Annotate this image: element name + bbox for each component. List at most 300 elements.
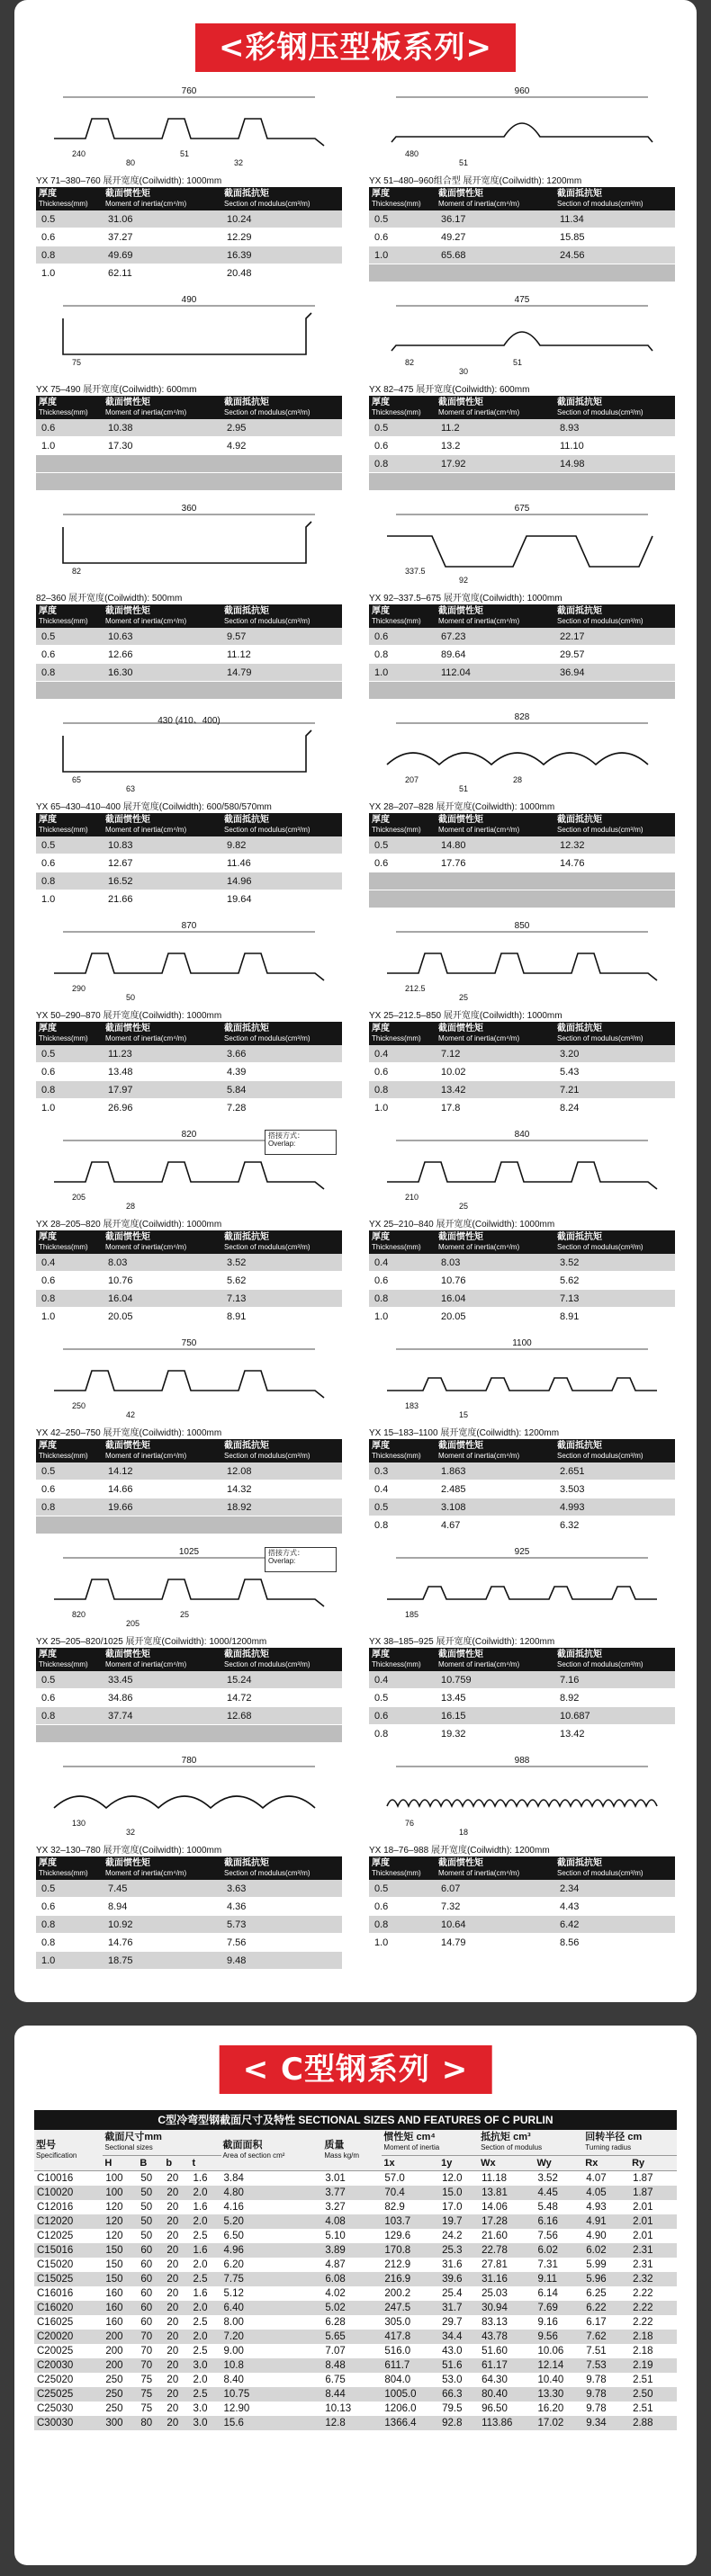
sub-header-cell: Rx — [583, 2156, 630, 2171]
spec-header: 厚度 Thickness(mm) — [369, 813, 436, 836]
profile-drawing — [369, 500, 675, 586]
c-purlin-cell: 5.99 — [583, 2258, 630, 2272]
dimension-label: 988 — [514, 1756, 530, 1766]
spec-cell: 34.86 — [103, 1689, 221, 1707]
spec-header: 截面抵抗矩 Section of modulus(cm³/m) — [221, 187, 342, 210]
dimension-label: 750 — [181, 1338, 197, 1348]
profile-outline — [387, 953, 657, 980]
profile-drawing — [369, 291, 675, 378]
c-purlin-cell: 66.3 — [439, 2387, 479, 2402]
spec-row — [369, 836, 675, 854]
spec-cell: 0.5 — [36, 1462, 103, 1480]
c-purlin-cell: 3.0 — [191, 2402, 221, 2416]
c-purlin-cell: 2.50 — [630, 2387, 677, 2402]
spec-header: 截面惯性矩 Moment of inertia(cm⁴/m) — [436, 604, 554, 628]
c-purlin-cell: 50 — [138, 2186, 164, 2200]
spec-row — [36, 1707, 342, 1725]
spec-cell: 0.3 — [369, 1462, 436, 1480]
c-purlin-row — [34, 2272, 677, 2286]
c-purlin-cell: 3.01 — [322, 2171, 382, 2187]
c-purlin-table — [34, 2130, 677, 2430]
spec-row — [369, 1290, 675, 1308]
spec-header: 截面抵抗矩 Section of modulus(cm³/m) — [554, 396, 675, 419]
spec-cell: 10.38 — [103, 419, 221, 437]
c-purlin-cell: C12020 — [34, 2214, 103, 2229]
dimension-label: 240 — [72, 149, 86, 158]
dimension-label: 25 — [180, 1610, 190, 1619]
c-purlin-cell: 20 — [164, 2272, 190, 2286]
spec-table — [369, 604, 675, 700]
spec-cell: 14.12 — [103, 1462, 221, 1480]
spec-cell: 0.5 — [369, 1689, 436, 1707]
dimension-label: 28 — [513, 775, 523, 784]
spec-cell: 8.91 — [554, 1308, 675, 1326]
c-purlin-cell: 83.13 — [479, 2315, 535, 2330]
spec-cell: 0.6 — [369, 1272, 436, 1290]
spec-cell: 11.46 — [221, 854, 342, 872]
spec-row — [369, 1707, 675, 1725]
c-purlin-cell: 170.8 — [382, 2243, 439, 2258]
c-purlin-cell: 4.91 — [583, 2214, 630, 2229]
c-purlin-cell: 9.78 — [583, 2402, 630, 2416]
spec-row-blank — [36, 1725, 342, 1743]
profile-caption: YX 25–212.5–850 展开宽度(Coilwidth): 1000mm — [369, 1011, 562, 1021]
spec-row — [36, 890, 342, 908]
c-purlin-cell: 6.17 — [583, 2315, 630, 2330]
profile-outline — [54, 1579, 324, 1606]
c-purlin-cell: C10020 — [34, 2186, 103, 2200]
spec-cell: 5.43 — [554, 1063, 675, 1081]
spec-cell: 0.8 — [369, 1081, 436, 1099]
sub-header-cell: Ry — [630, 2156, 677, 2171]
dimension-label: 828 — [514, 712, 530, 722]
col-size: 截面尺寸mm Sectional sizes — [103, 2130, 220, 2156]
spec-row — [369, 1254, 675, 1272]
spec-row — [36, 628, 342, 646]
profile-drawing — [369, 1752, 675, 1838]
spec-header: 截面抵抗矩 Section of modulus(cm³/m) — [554, 1230, 675, 1254]
spec-cell: 0.4 — [369, 1671, 436, 1689]
c-purlin-cell: 70 — [138, 2358, 164, 2373]
dimension-label: 18 — [459, 1828, 469, 1837]
c-purlin-cell: 20 — [164, 2315, 190, 2330]
profile-caption: YX 92–337.5–675 展开宽度(Coilwidth): 1000mm — [369, 594, 562, 604]
spec-header: 截面惯性矩 Moment of inertia(cm⁴/m) — [436, 1230, 554, 1254]
profile-drawing — [369, 83, 675, 169]
c-purlin-cell: 4.02 — [322, 2286, 382, 2301]
profile-drawing — [369, 1543, 675, 1630]
c-purlin-cell: 20 — [164, 2301, 190, 2315]
spec-cell: 13.45 — [436, 1689, 554, 1707]
spec-row — [369, 1498, 675, 1516]
spec-header: 截面惯性矩 Moment of inertia(cm⁴/m) — [103, 1856, 221, 1880]
c-purlin-cell: 100 — [103, 2186, 138, 2200]
c-purlin-cell: 30.94 — [479, 2301, 535, 2315]
spec-header: 截面抵抗矩 Section of modulus(cm³/m) — [221, 813, 342, 836]
spec-cell: 11.12 — [221, 646, 342, 664]
sub-header-cell: Wx — [479, 2156, 535, 2171]
c-purlin-cell: 13.30 — [535, 2387, 583, 2402]
spec-row-blank — [36, 1516, 342, 1534]
dimension-label: 32 — [234, 158, 244, 167]
profile-outline — [63, 730, 311, 772]
c-purlin-cell: 120 — [103, 2214, 138, 2229]
profile-outline — [392, 123, 652, 142]
spec-cell: 7.32 — [436, 1898, 554, 1916]
col-radius: 回转半径 cm Turning radius — [583, 2130, 677, 2156]
spec-table — [36, 1439, 342, 1534]
spec-row — [369, 1516, 675, 1534]
spec-row — [36, 246, 342, 264]
spec-header: 截面惯性矩 Moment of inertia(cm⁴/m) — [103, 396, 221, 419]
c-purlin-cell: C16020 — [34, 2301, 103, 2315]
spec-table — [36, 1856, 342, 1970]
c-purlin-cell: 6.20 — [221, 2258, 323, 2272]
profile-caption: YX 25–205–820/1025 展开宽度(Coilwidth): 1000/1200mm — [36, 1637, 267, 1647]
spec-cell: 14.76 — [554, 854, 675, 872]
c-purlin-cell: 1.6 — [191, 2171, 221, 2187]
spec-cell: 0.6 — [36, 1689, 103, 1707]
c-purlin-cell: 70 — [138, 2330, 164, 2344]
spec-header: 厚度 Thickness(mm) — [36, 1230, 103, 1254]
spec-header: 厚度 Thickness(mm) — [369, 1856, 436, 1880]
profile-caption: YX 28–205–820 展开宽度(Coilwidth): 1000mm — [36, 1220, 222, 1230]
dimension-label: 212.5 — [405, 984, 426, 993]
c-purlin-cell: 6.16 — [535, 2214, 583, 2229]
c-purlin-cell: 25.3 — [439, 2243, 479, 2258]
spec-cell: 14.76 — [103, 1934, 221, 1952]
c-purlin-cell: 5.48 — [535, 2200, 583, 2214]
spec-header: 截面惯性矩 Moment of inertia(cm⁴/m) — [436, 396, 554, 419]
c-purlin-body — [34, 2171, 677, 2431]
c-purlin-cell: 2.31 — [630, 2243, 677, 2258]
spec-row — [36, 264, 342, 282]
c-purlin-cell: 80.40 — [479, 2387, 535, 2402]
c-purlin-cell: 8.44 — [322, 2387, 382, 2402]
spec-cell: 3.66 — [221, 1045, 342, 1063]
c-purlin-cell: 20 — [164, 2373, 190, 2387]
spec-cell: 0.6 — [369, 437, 436, 455]
profile-drawing — [36, 291, 342, 378]
c-purlin-cell: 2.88 — [630, 2416, 677, 2430]
spec-header: 截面惯性矩 Moment of inertia(cm⁴/m) — [103, 187, 221, 210]
spec-cell: 89.64 — [436, 646, 554, 664]
spec-cell: 0.4 — [369, 1045, 436, 1063]
spec-row — [36, 1671, 342, 1689]
c-purlin-cell: 6.14 — [535, 2286, 583, 2301]
c-purlin-cell: 7.07 — [322, 2344, 382, 2358]
profile-caption: YX 42–250–750 展开宽度(Coilwidth): 1000mm — [36, 1428, 222, 1438]
profile-drawing — [36, 1335, 342, 1421]
c-purlin-cell: 4.87 — [322, 2258, 382, 2272]
spec-cell: 17.92 — [436, 455, 554, 473]
spec-table — [369, 396, 675, 491]
spec-row — [369, 1671, 675, 1689]
c-purlin-cell: 2.01 — [630, 2200, 677, 2214]
overlap-label-en: Overlap: — [268, 1557, 296, 1565]
profile-drawing — [369, 1126, 675, 1212]
c-purlin-cell: 4.45 — [535, 2186, 583, 2200]
spec-cell: 14.66 — [103, 1480, 221, 1498]
c-purlin-cell: 7.53 — [583, 2358, 630, 2373]
dimension-label: 42 — [126, 1410, 136, 1419]
c-purlin-cell: 7.31 — [535, 2258, 583, 2272]
spec-header: 截面抵抗矩 Section of modulus(cm³/m) — [221, 396, 342, 419]
profile-caption: 82–360 展开宽度(Coilwidth): 500mm — [36, 594, 183, 604]
spec-table — [36, 1648, 342, 1743]
spec-cell: 0.6 — [369, 1898, 436, 1916]
spec-cell: 12.67 — [103, 854, 221, 872]
dimension-label: 205 — [72, 1193, 86, 1202]
c-purlin-cell: 11.18 — [479, 2171, 535, 2187]
spec-cell: 4.43 — [554, 1898, 675, 1916]
dimension-label: 250 — [72, 1401, 86, 1410]
spec-cell: 49.69 — [103, 246, 221, 264]
c-purlin-cell: 8.00 — [221, 2315, 323, 2330]
spec-cell: 3.20 — [554, 1045, 675, 1063]
c-purlin-cell: 5.65 — [322, 2330, 382, 2344]
spec-row — [369, 437, 675, 455]
c-purlin-cell: 20 — [164, 2200, 190, 2214]
dimension-label: 207 — [405, 775, 419, 784]
spec-cell: 0.6 — [36, 419, 103, 437]
spec-row — [369, 1099, 675, 1117]
profile-drawing — [36, 1543, 342, 1630]
spec-header: 截面抵抗矩 Section of modulus(cm³/m) — [554, 1022, 675, 1045]
spec-cell: 11.2 — [436, 419, 554, 437]
spec-cell: 0.5 — [36, 1880, 103, 1898]
profile-outline — [387, 1587, 657, 1599]
profile-caption: YX 75–490 展开宽度(Coilwidth): 600mm — [36, 385, 197, 395]
spec-table — [369, 187, 675, 282]
spec-cell: 1.0 — [36, 437, 103, 455]
c-purlin-cell: 212.9 — [382, 2258, 439, 2272]
c-purlin-cell: 247.5 — [382, 2301, 439, 2315]
spec-table — [36, 604, 342, 700]
dimension-label: 840 — [514, 1130, 530, 1140]
c-purlin-cell: 6.08 — [322, 2272, 382, 2286]
c-purlin-cell: 43.78 — [479, 2330, 535, 2344]
spec-row — [36, 854, 342, 872]
c-purlin-row — [34, 2373, 677, 2387]
col-inertia: 惯性矩 cm⁴ Moment of inertia — [382, 2130, 479, 2156]
c-purlin-cell: 150 — [103, 2258, 138, 2272]
c-purlin-cell: 20 — [164, 2243, 190, 2258]
dimension-label: 51 — [180, 149, 190, 158]
c-purlin-cell: 80 — [138, 2416, 164, 2430]
profile-outline — [387, 536, 652, 567]
spec-cell: 19.32 — [436, 1725, 554, 1743]
spec-cell: 17.8 — [436, 1099, 554, 1117]
spec-cell: 14.96 — [221, 872, 342, 890]
dimension-label: 76 — [405, 1819, 415, 1828]
profile-drawing — [369, 709, 675, 795]
spec-header: 截面惯性矩 Moment of inertia(cm⁴/m) — [103, 1439, 221, 1462]
spec-row — [36, 1081, 342, 1099]
spec-cell: 0.8 — [36, 1290, 103, 1308]
spec-cell: 1.0 — [36, 890, 103, 908]
c-purlin-cell: 29.7 — [439, 2315, 479, 2330]
profile-caption: YX 65–430–410–400 展开宽度(Coilwidth): 600/580/570mm — [36, 802, 272, 812]
spec-header: 截面惯性矩 Moment of inertia(cm⁴/m) — [436, 1648, 554, 1671]
spec-cell: 8.93 — [554, 419, 675, 437]
spec-cell: 0.8 — [36, 246, 103, 264]
spec-row — [369, 1081, 675, 1099]
dimension-label: 25 — [459, 1202, 469, 1211]
spec-header: 截面抵抗矩 Section of modulus(cm³/m) — [221, 1230, 342, 1254]
spec-cell: 16.52 — [103, 872, 221, 890]
spec-cell: 18.92 — [221, 1498, 342, 1516]
c-purlin-cell: 5.96 — [583, 2272, 630, 2286]
profiled-sheet-card — [14, 0, 697, 2002]
c-purlin-cell: 160 — [103, 2301, 138, 2315]
spec-cell: 0.5 — [36, 836, 103, 854]
c-purlin-cell: 2.51 — [630, 2402, 677, 2416]
c-purlin-cell: 300 — [103, 2416, 138, 2430]
spec-cell: 0.8 — [369, 1516, 436, 1534]
spec-header: 厚度 Thickness(mm) — [369, 1648, 436, 1671]
sub-header-cell: b — [164, 2156, 190, 2171]
c-purlin-cell: C20020 — [34, 2330, 103, 2344]
c-purlin-cell: 3.27 — [322, 2200, 382, 2214]
c-purlin-cell: 19.7 — [439, 2214, 479, 2229]
spec-row-blank — [369, 890, 675, 908]
spec-cell: 62.11 — [103, 264, 221, 282]
c-purlin-cell: 60 — [138, 2286, 164, 2301]
dimension-label: 850 — [514, 921, 530, 931]
spec-header: 厚度 Thickness(mm) — [369, 1439, 436, 1462]
spec-header: 厚度 Thickness(mm) — [36, 1856, 103, 1880]
spec-row — [369, 210, 675, 228]
c-purlin-cell: 6.02 — [535, 2243, 583, 2258]
spec-row — [369, 1308, 675, 1326]
c-purlin-cell: 216.9 — [382, 2272, 439, 2286]
sub-header-cell: H — [103, 2156, 138, 2171]
spec-row — [36, 1272, 342, 1290]
spec-cell: 14.79 — [221, 664, 342, 682]
spec-cell: 10.83 — [103, 836, 221, 854]
c-purlin-row — [34, 2330, 677, 2344]
c-purlin-table-title: C型冷弯型钢截面尺寸及特性 SECTIONAL SIZES AND FEATURES OF C PURLIN — [34, 2110, 677, 2130]
profile-outline — [387, 1800, 657, 1806]
spec-cell: 13.42 — [436, 1081, 554, 1099]
spec-cell: 0.8 — [36, 1916, 103, 1934]
c-purlin-cell: 31.6 — [439, 2258, 479, 2272]
spec-cell: 3.63 — [221, 1880, 342, 1898]
spec-header: 截面抵抗矩 Section of modulus(cm³/m) — [554, 1648, 675, 1671]
dimension-label: 92 — [459, 576, 469, 585]
c-purlin-cell: 3.84 — [221, 2171, 323, 2187]
spec-row — [36, 1952, 342, 1970]
dimension-label: 51 — [513, 358, 523, 367]
spec-row — [369, 1272, 675, 1290]
c-purlin-cell: 1.87 — [630, 2171, 677, 2187]
c-purlin-cell: 2.0 — [191, 2186, 221, 2200]
c-purlin-cell: 16.20 — [535, 2402, 583, 2416]
spec-cell: 0.6 — [36, 1480, 103, 1498]
dimension-label: 185 — [405, 1610, 419, 1619]
c-purlin-cell: 20 — [164, 2402, 190, 2416]
profile-caption: YX 50–290–870 展开宽度(Coilwidth): 1000mm — [36, 1011, 222, 1021]
spec-cell: 13.48 — [103, 1063, 221, 1081]
c-purlin-cell: 7.56 — [535, 2229, 583, 2243]
spec-row — [36, 1916, 342, 1934]
c-purlin-row — [34, 2358, 677, 2373]
spec-header: 厚度 Thickness(mm) — [36, 813, 103, 836]
spec-row — [36, 210, 342, 228]
spec-cell: 8.56 — [554, 1934, 675, 1952]
profile-outline — [54, 953, 324, 980]
spec-cell: 1.0 — [369, 664, 436, 682]
spec-cell: 8.24 — [554, 1099, 675, 1117]
spec-cell: 0.8 — [369, 1290, 436, 1308]
dimension-label: 780 — [181, 1756, 197, 1766]
spec-cell: 1.0 — [36, 1308, 103, 1326]
spec-cell: 10.687 — [554, 1707, 675, 1725]
c-purlin-cell: 61.17 — [479, 2358, 535, 2373]
spec-cell: 15.85 — [554, 228, 675, 246]
c-purlin-cell: 8.48 — [322, 2358, 382, 2373]
spec-cell: 8.03 — [436, 1254, 554, 1272]
spec-row — [369, 646, 675, 664]
c-purlin-cell: 4.90 — [583, 2229, 630, 2243]
spec-cell: 1.0 — [36, 1099, 103, 1117]
spec-row — [369, 1880, 675, 1898]
spec-header: 截面惯性矩 Moment of inertia(cm⁴/m) — [436, 1439, 554, 1462]
c-purlin-cell: 200 — [103, 2330, 138, 2344]
spec-table — [36, 813, 342, 908]
spec-row-blank — [369, 872, 675, 890]
spec-cell: 10.63 — [103, 628, 221, 646]
spec-header: 厚度 Thickness(mm) — [369, 187, 436, 210]
spec-cell: 36.17 — [436, 210, 554, 228]
spec-header: 截面抵抗矩 Section of modulus(cm³/m) — [554, 604, 675, 628]
dimension-label: 205 — [126, 1619, 140, 1628]
c-purlin-cell: 2.5 — [191, 2387, 221, 2402]
spec-row — [36, 836, 342, 854]
c-purlin-cell: 6.22 — [583, 2301, 630, 2315]
dimension-label: 32 — [126, 1828, 136, 1837]
c-purlin-cell: 9.00 — [221, 2344, 323, 2358]
dimension-label: 675 — [514, 504, 530, 514]
c-purlin-cell: 2.5 — [191, 2229, 221, 2243]
c-purlin-cell: 6.50 — [221, 2229, 323, 2243]
c-purlin-cell: 15.6 — [221, 2416, 323, 2430]
spec-cell: 14.32 — [221, 1480, 342, 1498]
c-purlin-cell: 804.0 — [382, 2373, 439, 2387]
c-purlin-cell: 2.0 — [191, 2301, 221, 2315]
spec-cell: 20.05 — [103, 1308, 221, 1326]
c-purlin-cell: 75 — [138, 2402, 164, 2416]
spec-cell: 0.5 — [369, 210, 436, 228]
dimension-label: 183 — [405, 1401, 419, 1410]
profile-caption: YX 71–380–760 展开宽度(Coilwidth): 1000mm — [36, 176, 222, 186]
spec-cell: 0.8 — [36, 1498, 103, 1516]
dimension-label: 51 — [459, 158, 469, 167]
c-purlin-cell: 50 — [138, 2171, 164, 2187]
spec-row — [36, 1308, 342, 1326]
spec-table — [36, 1022, 342, 1117]
spec-row — [369, 419, 675, 437]
spec-cell: 14.79 — [436, 1934, 554, 1952]
c-purlin-cell: 1.87 — [630, 2186, 677, 2200]
spec-cell: 12.08 — [221, 1462, 342, 1480]
spec-cell: 17.76 — [436, 854, 554, 872]
c-purlin-cell: 113.86 — [479, 2416, 535, 2430]
spec-cell: 36.94 — [554, 664, 675, 682]
spec-table — [36, 396, 342, 491]
profile-outline — [387, 1378, 657, 1391]
